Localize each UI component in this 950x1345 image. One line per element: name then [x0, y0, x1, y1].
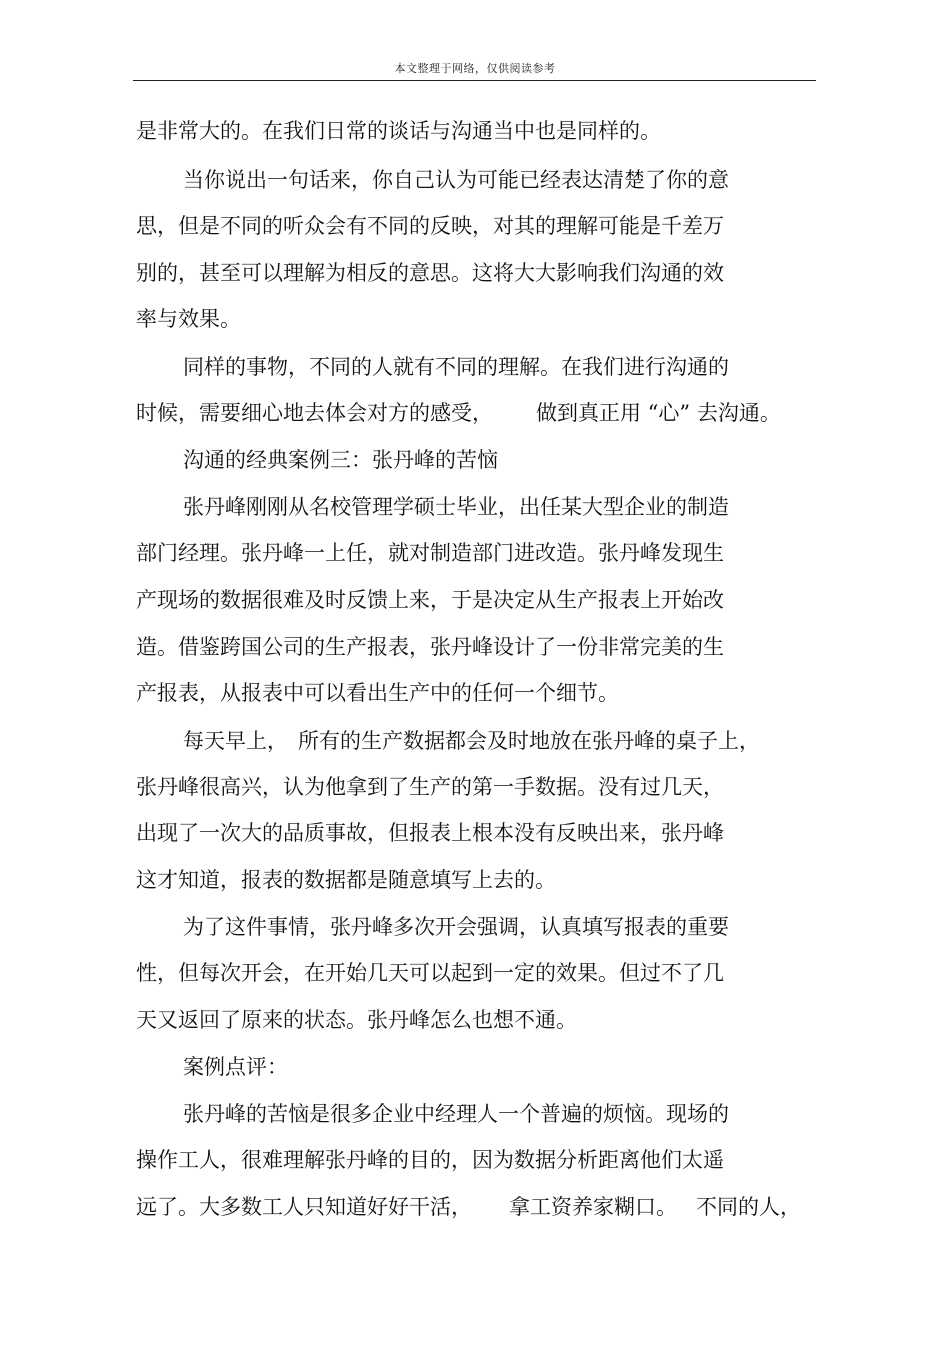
- text-run: 每天早上，: [183, 729, 288, 753]
- text-run: 时候，需要细心地去体会对方的感受，: [136, 401, 493, 425]
- text-run: 产现场的数据很难及时反馈上来，于是决定从生产报表上开始改: [136, 588, 724, 612]
- text-run: 案例点评：: [183, 1055, 288, 1079]
- text-run: 远了。大多数工人只知道好好干活，: [136, 1195, 472, 1219]
- page-header: 本文整理于网络，仅供阅读参考: [394, 62, 556, 75]
- text-run: 思，但是不同的听众会有不同的反映，对其的理解可能是千差万: [136, 214, 724, 238]
- text-run: 所有的生产数据都会及时地放在张丹峰的桌子上，: [298, 729, 760, 753]
- text-run: 同样的事物，不同的人就有不同的理解。在我们进行沟通的: [183, 355, 729, 379]
- text-run: 部门经理。张丹峰一上任，就对制造部门进改造。张丹峰发现生: [136, 541, 724, 565]
- text-run: 率与效果。: [136, 307, 241, 331]
- text-run: 这才知道，报表的数据都是随意填写上去的。: [136, 868, 556, 892]
- text-run: 当你说出一句话来，你自己认为可能已经表达清楚了你的意: [183, 168, 729, 192]
- text-run: 天又返回了原来的状态。张丹峰怎么也想不通。: [136, 1008, 577, 1032]
- text-run: 产报表，从报表中可以看出生产中的任何一个细节。: [136, 681, 619, 705]
- text-run: 是非常大的。在我们日常的谈话与沟通当中也是同样的。: [136, 119, 661, 143]
- body-line: [0, 1194, 950, 1324]
- text-run: 操作工人，很难理解张丹峰的目的，因为数据分析距离他们太遥: [136, 1148, 724, 1172]
- text-run: 性，但每次开会，在开始几天可以起到一定的效果。但过不了几: [136, 961, 724, 985]
- text-run: 张丹峰刚刚从名校管理学硕士毕业，出任某大型企业的制造: [183, 495, 729, 519]
- header-rule: [133, 80, 816, 81]
- text-run: 做到真正用 “心” 去沟通。: [536, 401, 781, 425]
- text-run: 拿工资养家糊口。: [509, 1195, 677, 1219]
- text-run: 造。借鉴跨国公司的生产报表，张丹峰设计了一份非常完美的生: [136, 635, 724, 659]
- text-run: 出现了一次大的品质事故，但报表上根本没有反映出来，张丹峰: [136, 821, 724, 845]
- text-run: 张丹峰的苦恼是很多企业中经理人一个普遍的烦恼。现场的: [183, 1102, 729, 1126]
- text-run: 为了这件事情，张丹峰多次开会强调，认真填写报表的重要: [183, 915, 729, 939]
- text-run: 张丹峰很高兴，认为他拿到了生产的第一手数据。没有过几天，: [136, 775, 724, 799]
- text-run: 不同的人，: [696, 1195, 801, 1219]
- text-run: 沟通的经典案例三：张丹峰的苦恼: [183, 448, 498, 472]
- text-run: 别的，甚至可以理解为相反的意思。这将大大影响我们沟通的效: [136, 261, 724, 285]
